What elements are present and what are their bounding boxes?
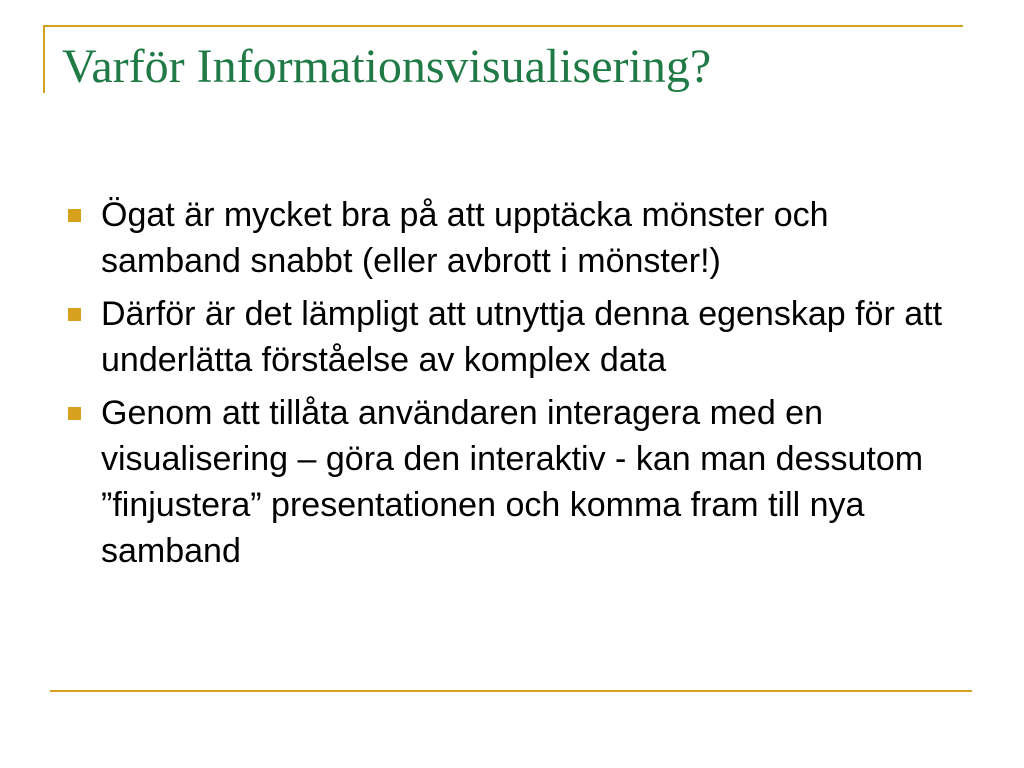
square-bullet-icon xyxy=(68,209,81,222)
top-rule xyxy=(43,25,963,27)
bullet-item xyxy=(62,291,962,383)
square-bullet-icon xyxy=(68,407,81,420)
bullet-list xyxy=(62,192,962,581)
square-bullet-icon xyxy=(68,308,81,321)
bullet-item xyxy=(62,390,962,574)
bottom-rule xyxy=(50,690,972,692)
left-rule xyxy=(43,25,45,93)
bullet-text: Ögat är mycket bra på att upptäcka mönster och samband snabbt (eller avbrott i mönster!) xyxy=(101,196,829,280)
bullet-text: Därför är det lämpligt att utnyttja denna egenskap för att underlätta förståelse av komplex data xyxy=(101,295,943,379)
bullet-text: Genom att tillåta användaren interagera med en visualisering – göra den interaktiv - kan man dessutom ”finjustera” presentationen och komma fram till nya samband xyxy=(101,394,924,570)
bullet-item xyxy=(62,192,962,284)
slide-title: Varför Informationsvisualisering? xyxy=(62,40,712,93)
